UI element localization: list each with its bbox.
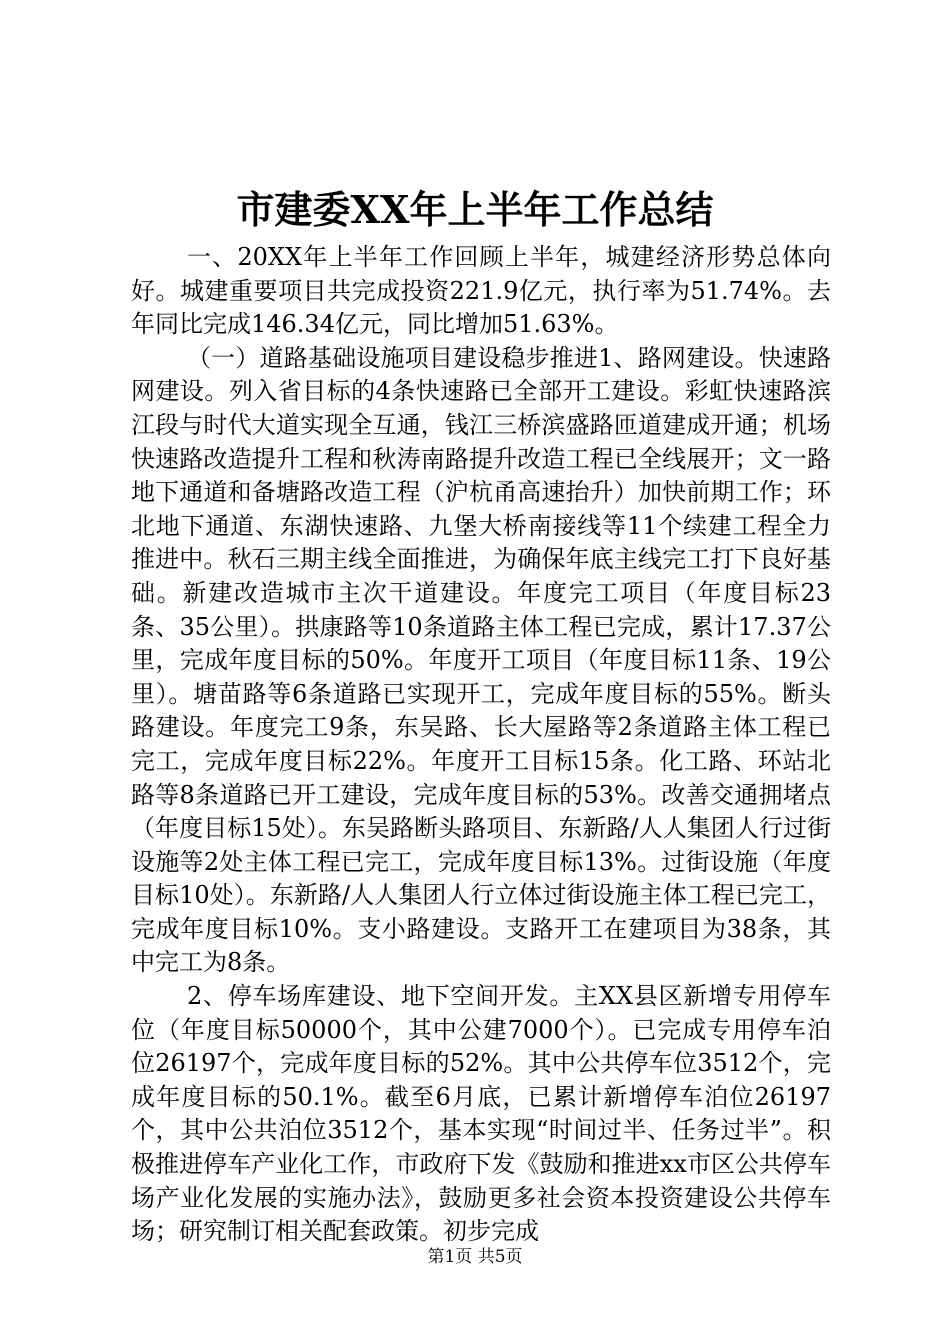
- paragraph-road-infrastructure: （一）道路基础设施项目建设稳步推进1、路网建设。快速路网建设。列入省目标的4条快速路已全部开工建设。彩虹快速路滨江段与时代大道实现全互通，钱江三桥滨盛路匝道建成开通；机场快速路改造提升工程和秋涛南路提升改造工程已全线展开；文一路地下通道和备塘路改造工程（沪杭甬高速抬升）加快前期工作；环北地下通道、东湖快速路、九堡大桥南接线等11个续建工程全力推进中。秋石三期主线全面推进，为确保年底主线完工打下良好基础。新建改造城市主次干道建设。年度完工项目（年度目标23条、35公里）。拱康路等10条道路主体工程已完成，累计17.37公里，完成年度目标的50%。年度开工项目（年度目标11条、19公里）。塘苗路等6条道路已实现开工，完成年度目标的55%。断头路建设。年度完工9条，东吴路、长大屋路等2条道路主体工程已完工，完成年度目标22%。年度开工目标15条。化工路、环站北路等8条道路已开工建设，完成年度目标的53%。改善交通拥堵点（年度目标15处）。东吴路断头路项目、东新路/人人集团人行过街设施等2处主体工程已完工，完成年度目标13%。过街设施（年度目标10处）。东新路/人人集团人行立体过街设施主体工程已完工，完成年度目标10%。支小路建设。支路开工在建项目为38条，其中完工为8条。: [131, 343, 831, 977]
- paragraph-parking-construction: 2、停车场库建设、地下空间开发。主XX县区新增专用停车位（年度目标50000个，其中公建7000个）。已完成专用停车泊位26197个，完成年度目标的52%。其中公共停车位3512个，完成年度目标的50.1%。截至6月底，已累计新增停车泊位26197个，其中公共泊位3512个，基本实现“时间过半、任务过半”。积极推进停车产业化工作，市政府下发《鼓励和推进xx市区公共停车场产业化发展的实施办法》，鼓励更多社会资本投资建设公共停车场；研究制订相关配套政策。初步完成: [131, 982, 831, 1246]
- paragraph-review-overview: 一、20XX年上半年工作回顾上半年，城建经济形势总体向好。城建重要项目共完成投资221.9亿元，执行率为51.74%。去年同比完成146.34亿元，同比增加51.63%。: [131, 243, 831, 339]
- page-footer: 第1页 共5页: [427, 1247, 523, 1267]
- document-title: 市建委XX年上半年工作总结: [236, 187, 714, 232]
- document-body: [131, 241, 831, 1249]
